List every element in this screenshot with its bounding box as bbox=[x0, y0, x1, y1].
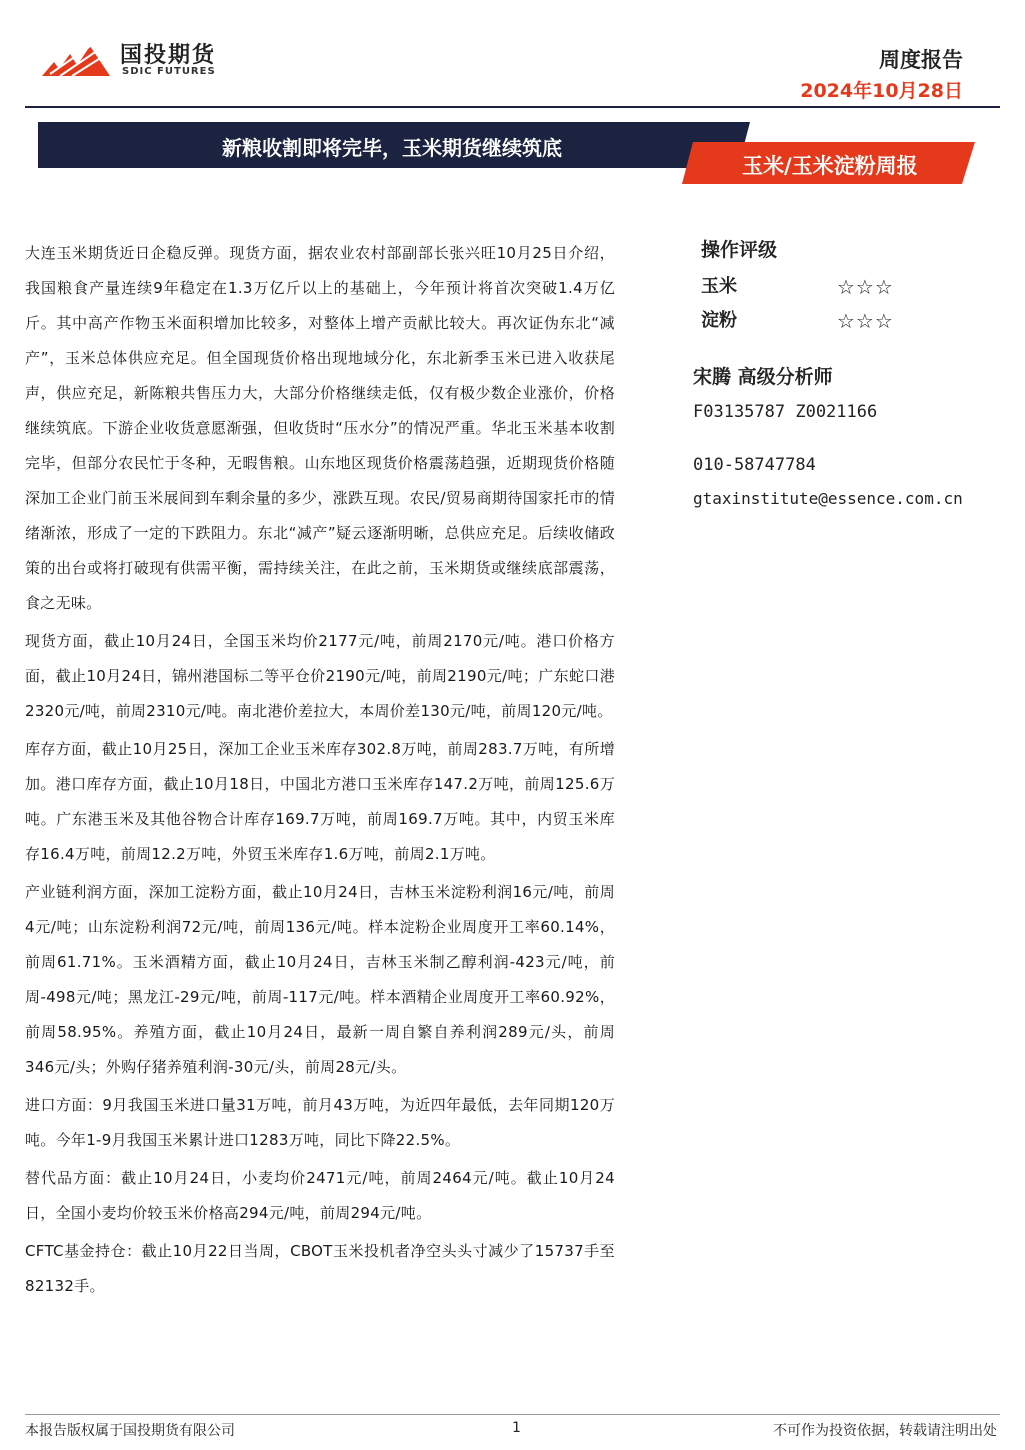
footer-copyright: 本报告版权属于国投期货有限公司 bbox=[25, 1423, 235, 1439]
rating-row-starch bbox=[693, 306, 1013, 340]
analyst-license-codes: F03135787 Z0021166 bbox=[693, 402, 878, 422]
report-title: 新粮收割即将完毕，玉米期货继续筑底 bbox=[222, 136, 562, 160]
rating-name: 淀粉 bbox=[701, 310, 737, 331]
rating-row-corn bbox=[693, 272, 1013, 306]
report-subtitle: 玉米/玉米淀粉周报 bbox=[742, 154, 918, 178]
rating-title: 操作评级 bbox=[701, 239, 778, 261]
paragraph-inventory: 库存方面，截止10月25日，深加工企业玉米库存302.8万吨，前周283.7万吨，有所增加。港口库存方面，截止10月18日，中国北方港口玉米库存147.2万吨，前周125.6万吨。广东港玉米及其他谷物合计库存169.7万吨，前周169.7万吨。其中，内贸玉米库存16.4万吨，前周12.2万吨，外贸玉米库存1.6万吨，前周2.1万吨。 bbox=[25, 740, 615, 863]
paragraph-import: 进口方面：9月我国玉米进口量31万吨，前月43万吨，为近四年最低，去年同期120万吨。今年1-9月我国玉米累计进口1283万吨，同比下降22.5%。 bbox=[25, 1096, 615, 1149]
rating-stars-icon: ☆☆☆ bbox=[837, 275, 894, 299]
logo-icon bbox=[40, 40, 114, 78]
paragraph-substitute: 替代品方面：截止10月24日，小麦均价2471元/吨，前周2464元/吨。截止10月24日，全国小麦均价较玉米价格高294元/吨，前周294元/吨。 bbox=[25, 1169, 615, 1222]
report-type: 周度报告 bbox=[879, 48, 963, 72]
company-name-cn: 国投期货 bbox=[120, 43, 217, 68]
analyst-name: 宋腾 高级分析师 bbox=[693, 366, 833, 388]
paragraph-cftc: CFTC基金持仓：截止10月22日当周，CBOT玉米投机者净空头头寸减少了15737手至82132手。 bbox=[25, 1242, 615, 1295]
report-body bbox=[25, 236, 615, 1307]
footer-divider bbox=[25, 1414, 1000, 1415]
rating-name: 玉米 bbox=[701, 276, 737, 297]
footer-disclaimer: 不可作为投资依据，转载请注明出处 bbox=[773, 1423, 997, 1439]
header-divider bbox=[25, 106, 1000, 108]
company-name-en: SDIC FUTURES bbox=[122, 66, 216, 77]
page-number: 1 bbox=[512, 1420, 521, 1436]
sidebar bbox=[693, 236, 1013, 514]
company-logo bbox=[40, 38, 240, 82]
contact-email[interactable]: gtaxinstitute@essence.com.cn bbox=[693, 489, 963, 508]
paragraph-profit: 产业链利润方面，深加工淀粉方面，截止10月24日，吉林玉米淀粉利润16元/吨，前周4元/吨；山东淀粉利润72元/吨，前周136元/吨。样本淀粉企业周度开工率60.14%，前周61.71%。玉米酒精方面，截止10月24日，吉林玉米制乙醇利润-423元/吨，前周-498元/吨；黑龙江-29元/吨，前周-117元/吨。样本酒精企业周度开工率60.92%，前周58.95%。养殖方面，截止10月24日，最新一周自繁自养利润289元/头，前周346元/头；外购仔猪养殖利润-30元/头，前周28元/头。 bbox=[25, 883, 615, 1076]
rating-stars-icon: ☆☆☆ bbox=[837, 309, 894, 333]
contact-phone: 010-58747784 bbox=[693, 455, 816, 475]
paragraph-summary: 大连玉米期货近日企稳反弹。现货方面，据农业农村部副部长张兴旺10月25日介绍，我国粮食产量连续9年稳定在1.3万亿斤以上的基础上，今年预计将首次突破1.4万亿斤。其中高产作物玉米面积增加比较多，对整体上增产贡献比较大。再次证伪东北“减产”，玉米总体供应充足。但全国现货价格出现地域分化，东北新季玉米已进入收获尾声，供应充足，新陈粮共售压力大，大部分价格继续走低，仅有极少数企业涨价，价格继续筑底。下游企业收货意愿渐强，但收货时“压水分”的情况严重。华北玉米基本收割完毕，但部分农民忙于冬种，无暇售粮。山东地区现货价格震荡趋强，近期现货价格随深加工企业门前玉米展间到车剩余量的多少，涨跌互现。农民/贸易商期待国家托市的情绪渐浓，形成了一定的下跌阻力。东北“减产”疑云逐渐明晰，总供应充足。后续收储政策的出台或将打破现有供需平衡，需持续关注，在此之前，玉米期货或继续底部震荡，食之无味。 bbox=[25, 244, 615, 612]
paragraph-spot: 现货方面，截止10月24日，全国玉米均价2177元/吨，前周2170元/吨。港口价格方面，截止10月24日，锦州港国标二等平仓价2190元/吨，前周2190元/吨；广东蛇口港2320元/吨，前周2310元/吨。南北港价差拉大，本周价差130元/吨，前周120元/吨。 bbox=[25, 632, 615, 720]
report-date: 2024年10月28日 bbox=[800, 80, 963, 102]
